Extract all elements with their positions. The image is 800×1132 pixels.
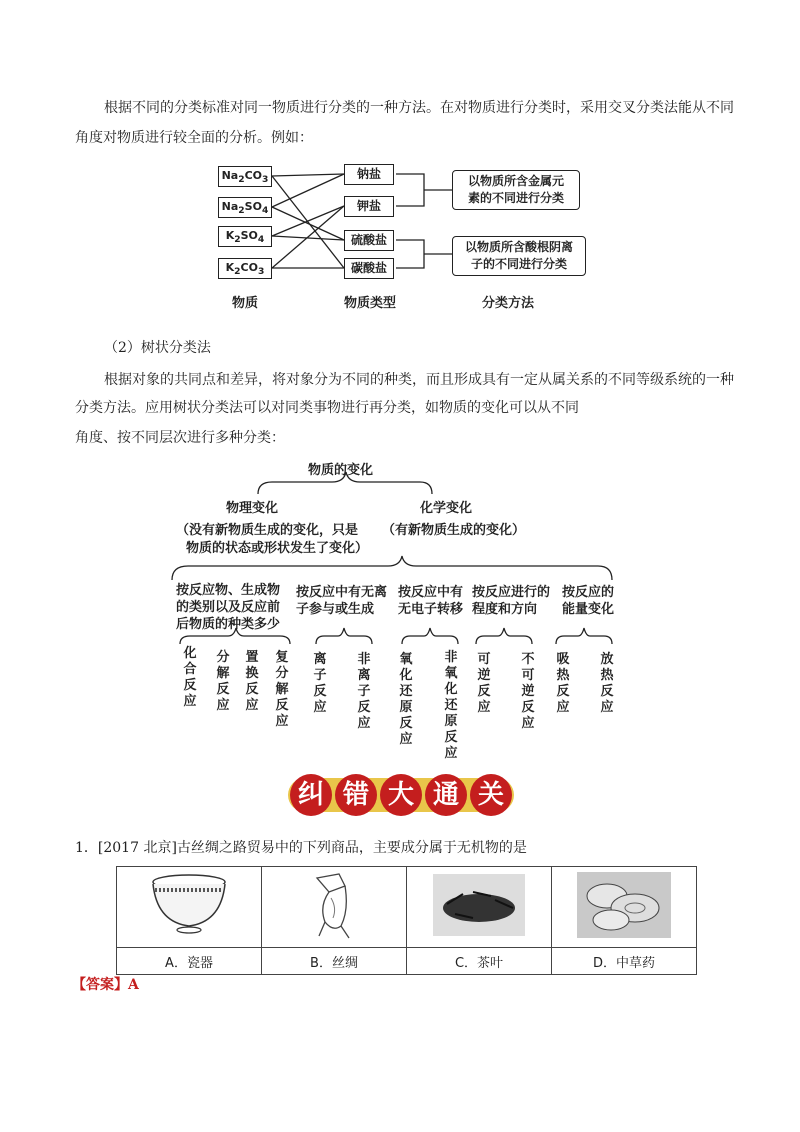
answer-label: 【答案】 bbox=[72, 977, 128, 993]
substance-k2so4: $K_2SO_4$ bbox=[218, 226, 272, 247]
criterion-ions: 按反应中有无离 子参与或生成 bbox=[296, 585, 388, 617]
leaf-redox: 氧化还原反应 bbox=[399, 652, 413, 747]
tree-line-3: 角度、按不同层次进行多种分类： bbox=[75, 430, 285, 446]
porcelain-bowl-icon bbox=[149, 872, 229, 938]
tea-leaves-icon bbox=[433, 874, 525, 936]
option-b-image bbox=[262, 867, 407, 948]
criterion-reversibility: 按反应进行的 程度和方向 bbox=[472, 585, 551, 617]
option-a-label: A．瓷器 bbox=[117, 948, 262, 975]
leaf-combination: 化合反应 bbox=[183, 646, 197, 709]
type-sulfate: 硫酸盐 bbox=[344, 230, 394, 251]
tree-line-2: 分类方法。应用树状分类法可以对同类事物进行再分类，如物质的变化可以从不同 bbox=[75, 400, 579, 416]
leaf-ionic: 离子反应 bbox=[313, 652, 327, 715]
leaf-endothermic: 吸热反应 bbox=[556, 652, 570, 715]
option-d-label: D．中草药 bbox=[552, 948, 697, 975]
method-1-line-2: 素的不同进行分类 bbox=[467, 191, 564, 205]
method-2-line-2: 子的不同进行分类 bbox=[470, 257, 567, 271]
leaf-double-decomposition: 复分解反应 bbox=[275, 650, 289, 729]
banner-char-5: 关 bbox=[470, 774, 512, 816]
option-a-image bbox=[117, 867, 262, 948]
leaf-decomposition: 分解反应 bbox=[216, 650, 230, 713]
option-b-label: B．丝绸 bbox=[262, 948, 407, 975]
intro-line-1: 根据不同的分类标准对同一物质进行分类的一种方法。在对物质进行分类时，采用交叉分类法能从不同 bbox=[104, 100, 734, 116]
tree-physical-desc-2: 物质的状态或形状发生了变化） bbox=[186, 541, 369, 556]
intro-line-2: 角度对物质进行较全面的分析。例如： bbox=[75, 130, 313, 146]
herbal-medicine-icon bbox=[577, 872, 671, 938]
tree-line-1: 根据对象的共同点和差异，将对象分为不同的种类，而且形成具有一定从属关系的不同等级系统的一种 bbox=[104, 372, 734, 388]
tree-chemical-desc: （有新物质生成的变化） bbox=[382, 523, 526, 538]
question-text: 1．[2017 北京]古丝绸之路贸易中的下列商品，主要成分属于无机物的是 bbox=[75, 840, 527, 856]
banner-char-3: 大 bbox=[380, 774, 422, 816]
type-carbonate: 碳酸盐 bbox=[344, 258, 394, 279]
criterion-substance-type: 按反应物、生成物 的类别以及反应前 后物质的种类多少 bbox=[176, 583, 281, 632]
method-2-line-1: 以物质所含酸根阴离 bbox=[464, 240, 573, 254]
tree-root: 物质的变化 bbox=[308, 463, 374, 478]
type-sodium-salt: 钠盐 bbox=[344, 164, 394, 185]
substance-na2co3: $Na_2CO_3$ bbox=[218, 166, 272, 187]
substance-k2co3: $K_2CO_3$ bbox=[218, 258, 272, 279]
label-substance: 物质 bbox=[232, 296, 259, 311]
label-type: 物质类型 bbox=[344, 296, 397, 311]
answer-line bbox=[72, 974, 139, 994]
tree-chemical-title: 化学变化 bbox=[420, 501, 473, 516]
substance-na2so4: $Na_2SO_4$ bbox=[218, 197, 272, 218]
leaf-reversible: 可逆反应 bbox=[477, 652, 491, 715]
banner-char-4: 通 bbox=[425, 774, 467, 816]
label-method: 分类方法 bbox=[482, 296, 535, 311]
leaf-irreversible: 不可逆反应 bbox=[521, 652, 535, 731]
banner-char-2: 错 bbox=[335, 774, 377, 816]
error-correction-banner bbox=[288, 770, 514, 820]
leaf-exothermic: 放热反应 bbox=[600, 652, 614, 715]
tree-heading: （2）树状分类法 bbox=[104, 340, 211, 356]
option-c-image bbox=[407, 867, 552, 948]
method-1-line-1: 以物质所含金属元 bbox=[467, 174, 564, 188]
criterion-energy: 按反应的 能量变化 bbox=[562, 585, 615, 617]
silk-cloth-icon bbox=[299, 870, 369, 940]
type-potassium-salt: 钾盐 bbox=[344, 196, 394, 217]
criterion-electron-transfer: 按反应中有 无电子转移 bbox=[398, 585, 464, 617]
leaf-non-redox: 非氧化还原反应 bbox=[444, 650, 458, 761]
tree-physical-desc-1: （没有新物质生成的变化，只是 bbox=[176, 523, 359, 538]
option-d-image bbox=[552, 867, 697, 948]
leaf-displacement: 置换反应 bbox=[245, 650, 259, 713]
leaf-non-ionic: 非离子反应 bbox=[357, 652, 371, 731]
option-c-label: C．茶叶 bbox=[407, 948, 552, 975]
tree-physical-title: 物理变化 bbox=[226, 501, 279, 516]
banner-char-1: 纠 bbox=[290, 774, 332, 816]
options-table bbox=[116, 866, 697, 975]
answer-value: A bbox=[128, 977, 139, 993]
